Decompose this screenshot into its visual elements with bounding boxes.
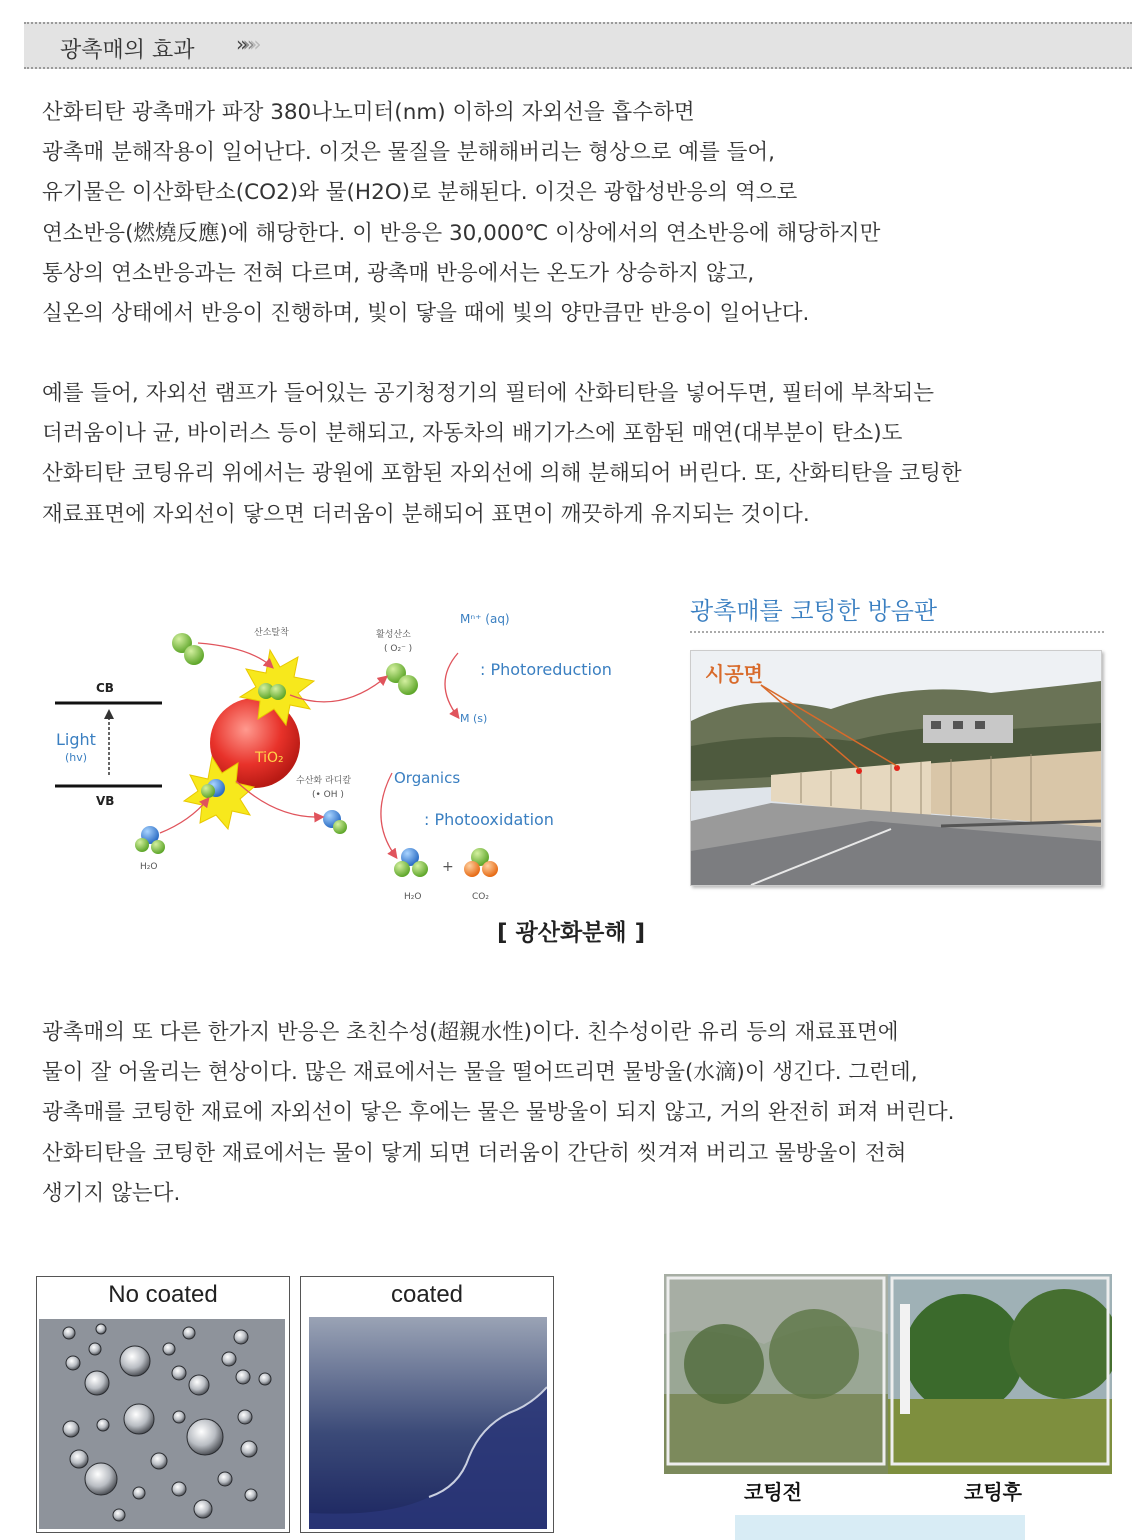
tio2-label: TiO₂ [255,750,284,766]
section-header [24,22,1132,69]
paragraph-mechanism [42,93,880,334]
photooxidation-label: : Photooxidation [424,810,554,829]
text-line: 연소반응(燃燒反應)에 해당한다. 이 반응은 30,000℃ 이상에서의 연소반응에 해당하지만 [42,220,881,246]
superoxide-symbol: ( O₂⁻ ) [384,644,413,654]
text-line: 산화티탄 코팅유리 위에서는 광원에 포함된 자외선에 의해 분해되어 버린다. 또, 산화티탄을 코팅한 [42,461,962,487]
coated-label: coated [390,1281,464,1308]
text-line: 광촉매 분해작용이 일어난다. 이것은 물질을 분해해버리는 형상으로 예를 들어, [42,140,775,166]
diagram-caption: [ 광산화분해 ] [497,920,646,946]
superoxide-label: 활성산소 [376,630,411,640]
co2-product-label: CO₂ [472,892,489,902]
cb-label: CB [96,681,114,695]
partial-image [735,1515,1025,1540]
arrows-icon: » » » [236,32,256,56]
text-line: 실온의 상태에서 반응이 진행하며, 빛이 닿을 때에 빛의 양만큼만 반응이 일어난다. [42,300,810,326]
metal-ion-label: Mⁿ⁺ (aq) [460,612,510,626]
photoreduction-label: : Photoreduction [480,660,612,679]
divider [690,631,1104,633]
before-coating-label: 코팅전 [744,1480,802,1504]
hydroxyl-label: 수산화 라디칼 [296,776,352,786]
water-droplets-image [39,1319,285,1529]
text-line: 물이 잘 어울리는 현상이다. 많은 재료에서는 물을 떨어뜨리면 물방울(水滴)이 생긴다. 그런데, [42,1060,918,1086]
section-title: 광촉매의 효과 [60,38,195,63]
text-line: 산화티탄 광촉매가 파장 380나노미터(nm) 이하의 자외선을 흡수하면 [42,100,695,125]
uncoated-label: No coated [108,1281,218,1308]
text-line: 더러움이나 균, 바이러스 등이 분해되고, 자동차의 배기가스에 포함된 매연(대부분이 탄소)도 [42,421,903,447]
glass-comparison-image [664,1274,1112,1474]
organics-label: Organics [394,769,461,787]
text-line: 통상의 연소반응과는 전혀 다르며, 광촉매 반응에서는 온도가 상승하지 않고, [42,260,755,286]
water-film-image [309,1317,547,1529]
soundbarrier-photo [690,650,1102,886]
hv-label: (hv) [65,751,88,764]
photocatalysis-diagram [40,595,660,905]
uncoated-sample [36,1276,290,1533]
h2o-reactant-label: H₂O [140,862,158,872]
paragraph-hydrophilic [42,1013,955,1214]
light-label: Light [56,730,96,749]
vb-label: VB [96,794,115,808]
metal-solid-label: M (s) [460,712,488,725]
text-line: 예를 들어, 자외선 램프가 들어있는 공기청정기의 필터에 산화티탄을 넣어두면, 필터에 부착되는 [42,381,935,406]
soundbarrier-title: 광촉매를 코팅한 방음판 [690,597,938,625]
paragraph-example [42,374,962,535]
text-line: 재료표면에 자외선이 닿으면 더러움이 분해되어 표면이 깨끗하게 유지되는 것이다. [42,501,810,527]
after-coating-label: 코팅후 [964,1480,1022,1504]
hydroxyl-symbol: (• OH ) [312,790,344,800]
text-line: 생기지 않는다. [42,1180,181,1206]
plus-sign: + [442,859,454,875]
coated-sample [300,1276,554,1533]
h2o-product-label: H₂O [404,892,422,902]
text-line: 광촉매의 또 다른 한가지 반응은 초친수성(超親水性)이다. 친수성이란 유리 등의 재료표면에 [42,1020,899,1045]
text-line: 광촉매를 코팅한 재료에 자외선이 닿은 후에는 물은 물방울이 되지 않고, 거의 완전히 퍼져 버린다. [42,1100,955,1126]
photo-label: 시공면 [705,662,763,686]
o2-desorb-label: 산소탈착 [254,628,289,638]
text-line: 유기물은 이산화탄소(CO2)와 물(H2O)로 분해된다. 이것은 광합성반응의 역으로 [42,180,798,206]
text-line: 산화티탄을 코팅한 재료에서는 물이 닿게 되면 더러움이 간단히 씻겨져 버리고 물방울이 전혀 [42,1140,907,1166]
